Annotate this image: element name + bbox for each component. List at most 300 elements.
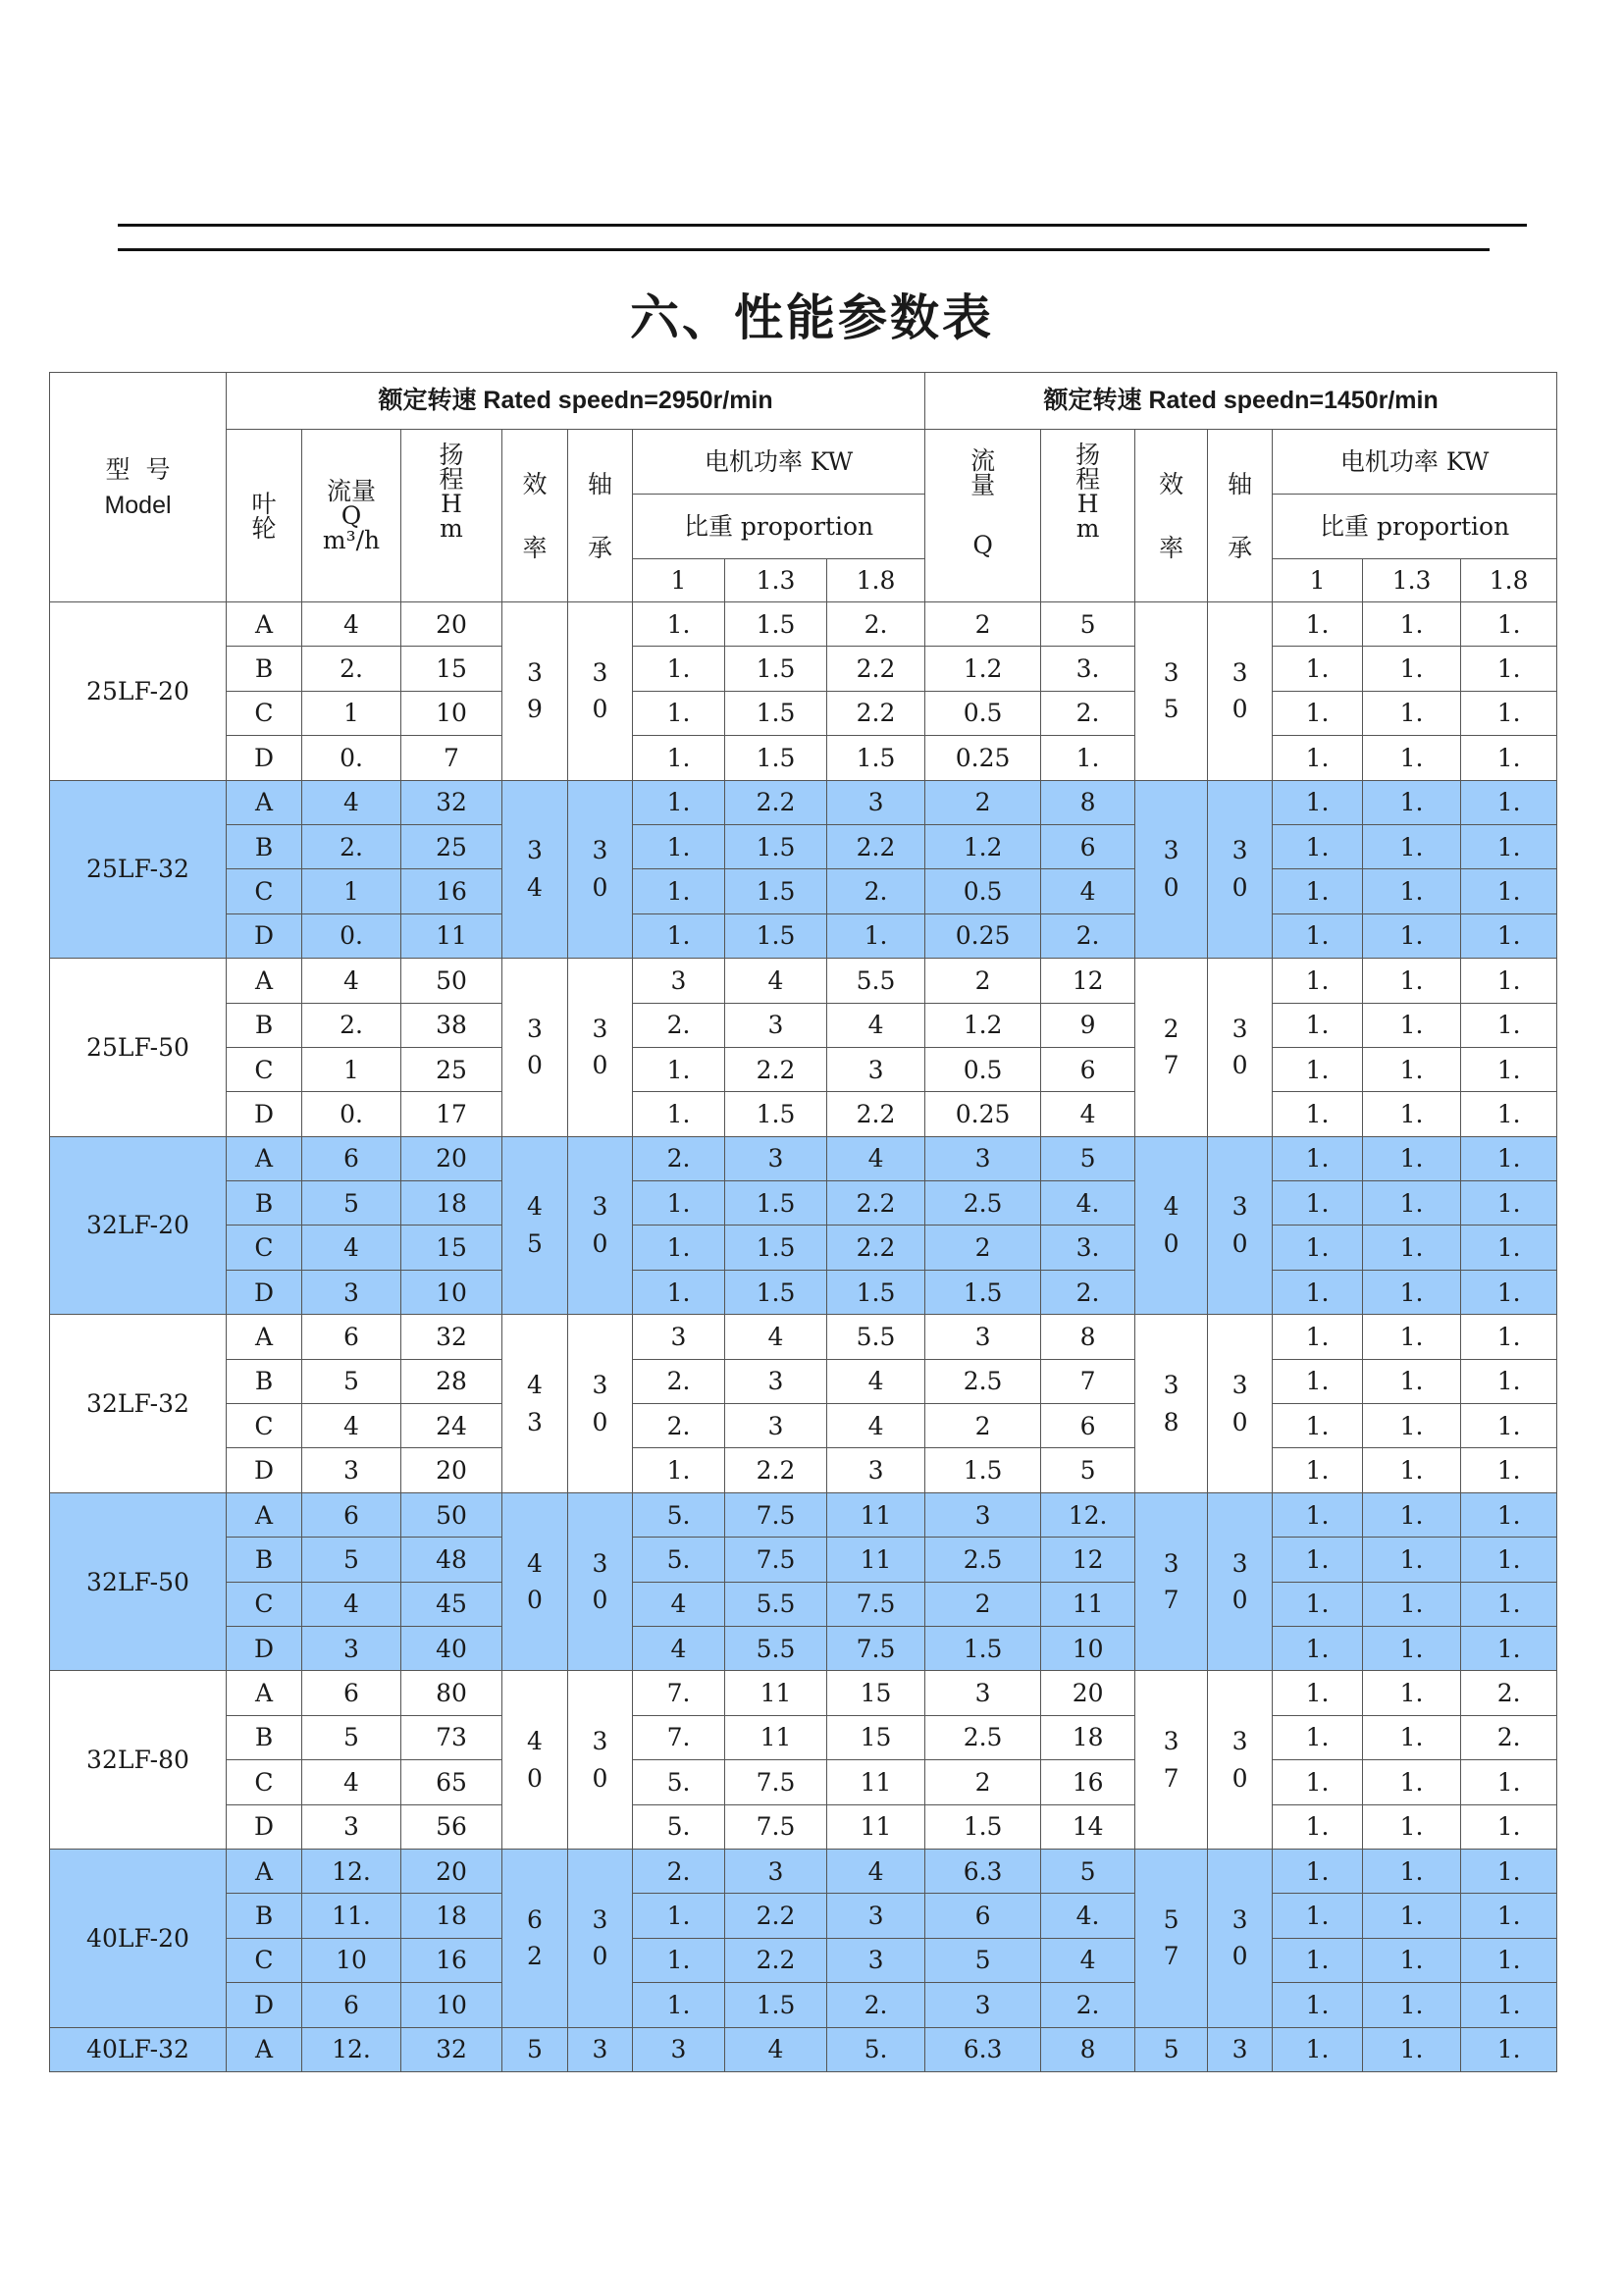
power-1450-1-8: 1. [1461,913,1557,958]
power-2950-1: 4 [633,1582,725,1626]
power-1450-1: 1. [1273,1047,1363,1091]
flow-2950: 6 [302,1671,401,1715]
power-2950-1-3: 1.5 [725,824,827,868]
power-1450-1: 1. [1273,1804,1363,1849]
power-2950-1-8: 2.2 [827,1226,925,1270]
table-row [50,1894,1557,1938]
power-2950-1-3: 2.2 [725,780,827,824]
power-1450-1-3: 1. [1363,647,1461,691]
power-2950-1-3: 7.5 [725,1760,827,1804]
power-2950-1-8: 2.2 [827,647,925,691]
table-row [50,647,1557,691]
flow-2950: 5 [302,1359,401,1403]
flow-2950: 4 [302,780,401,824]
head-2950: 18 [401,1894,502,1938]
power-2950-1-8: 4 [827,1136,925,1180]
head-1450: 11 [1041,1582,1135,1626]
impeller: B [227,824,302,868]
flow-2950: 0. [302,736,401,780]
impeller: A [227,1315,302,1359]
table-row [50,1181,1557,1226]
power-1450-1-3: 1. [1363,2027,1461,2071]
head-1450: 6 [1041,1404,1135,1448]
efficiency-1450: 5 7 [1135,1849,1208,2027]
power-2950-1-3: 1.5 [725,691,827,735]
power-2950-1-8: 3 [827,1894,925,1938]
shaft-1450: 3 0 [1208,1492,1273,1671]
model-cell: 32LF-32 [50,1315,227,1493]
flow-2950: 0. [302,1092,401,1136]
head-2950: 50 [401,1492,502,1537]
flow-1450: 5 [925,1938,1041,1982]
efficiency-1450: 4 0 [1135,1136,1208,1315]
power-1450-1-3: 1. [1363,602,1461,647]
flow-1450: 2 [925,602,1041,647]
head-2950: 20 [401,1849,502,1893]
power-2950-1: 5. [633,1804,725,1849]
power-1450-1-3: 1. [1363,1849,1461,1893]
head-2950: 24 [401,1404,502,1448]
power-2950-1: 1. [633,602,725,647]
power-2950-1-3: 1.5 [725,1092,827,1136]
power-1450-1-3: 1. [1363,1136,1461,1180]
flow-2950: 6 [302,1492,401,1537]
shaft-2950: 3 0 [568,1315,633,1493]
head-2950: 38 [401,1003,502,1047]
flow-2950: 3 [302,1270,401,1314]
power-2950-1-8: 3 [827,780,925,824]
power-2950-1-8: 2. [827,1983,925,2027]
flow-1450: 1.5 [925,1626,1041,1670]
model-cell: 40LF-32 [50,2027,227,2071]
shaft-2950: 3 0 [568,1136,633,1315]
shaft-1450: 3 [1208,2027,1273,2071]
power-2950-1: 1. [633,1047,725,1091]
flow-1450: 1.5 [925,1270,1041,1314]
power-2950-1-3: 4 [725,959,827,1003]
flow-1450: 2.5 [925,1715,1041,1759]
efficiency-1450: 3 8 [1135,1315,1208,1493]
head-2950: 16 [401,1938,502,1982]
model-cell: 32LF-20 [50,1136,227,1315]
efficiency-2950: 6 2 [502,1849,568,2027]
flow-2950: 5 [302,1715,401,1759]
flow-2950: 12. [302,2027,401,2071]
table-row [50,1492,1557,1537]
table-row [50,1938,1557,1982]
flow-2950: 4 [302,1760,401,1804]
impeller-header: 叶 轮 [227,430,302,602]
shaft-2950: 3 0 [568,959,633,1137]
power-2950-1-8: 3 [827,1448,925,1492]
head-1450: 6 [1041,1047,1135,1091]
efficiency-2950: 4 5 [502,1136,568,1315]
power-1450-1-8: 1. [1461,1626,1557,1670]
power-1450-1: 1. [1273,602,1363,647]
power-2950-1: 1. [633,1226,725,1270]
power-1450-1-3: 1. [1363,1938,1461,1982]
power-1450-1-8: 1. [1461,2027,1557,2071]
head-2950: 25 [401,1047,502,1091]
table-row [50,1983,1557,2027]
power-1450-1: 1. [1273,1538,1363,1582]
power-1450-1: 1. [1273,1626,1363,1670]
flow-1450: 1.5 [925,1448,1041,1492]
model-cell: 25LF-20 [50,602,227,781]
power-1450-1-8: 1. [1461,1538,1557,1582]
impeller: D [227,736,302,780]
power-1450-1-8: 1. [1461,1092,1557,1136]
power-1450-1-8: 1. [1461,1315,1557,1359]
power-1450-1-8: 1. [1461,959,1557,1003]
power-1450-1-8: 1. [1461,602,1557,647]
flow-2950: 5 [302,1181,401,1226]
table-row [50,913,1557,958]
head-2950: 20 [401,602,502,647]
flow-1450: 0.25 [925,1092,1041,1136]
table-row [50,1804,1557,1849]
table-row [50,1270,1557,1314]
flow-2950: 2. [302,647,401,691]
table-row [50,1404,1557,1448]
head-2950: 16 [401,869,502,913]
power-2950-1: 1. [633,1092,725,1136]
flow-1450: 2.5 [925,1181,1041,1226]
head-2950: 65 [401,1760,502,1804]
head-2950: 15 [401,1226,502,1270]
flow-1450: 2.5 [925,1538,1041,1582]
power-2950-1-8: 15 [827,1715,925,1759]
power-2950-1: 1. [633,780,725,824]
head-1450: 20 [1041,1671,1135,1715]
power-2950-1-3: 1.5 [725,869,827,913]
model-cell: 32LF-80 [50,1671,227,1850]
impeller: D [227,1983,302,2027]
flow-1450: 0.5 [925,869,1041,913]
impeller: D [227,1448,302,1492]
power-1450-1: 1. [1273,1092,1363,1136]
table-row [50,1226,1557,1270]
flow-2950: 4 [302,959,401,1003]
power-1450-1-8: 1. [1461,1938,1557,1982]
power-1450-1-8: 1. [1461,1003,1557,1047]
prop-1450-1: 1 [1273,559,1363,602]
efficiency-1450: 3 5 [1135,602,1208,781]
power-1450-1: 1. [1273,1760,1363,1804]
flow-2950: 3 [302,1804,401,1849]
power-2950-1: 2. [633,1359,725,1403]
power-1450-1-3: 1. [1363,824,1461,868]
impeller: C [227,869,302,913]
head-1450: 3. [1041,1226,1135,1270]
table-row [50,824,1557,868]
model-cell: 32LF-50 [50,1492,227,1671]
power-1450-1-8: 1. [1461,1804,1557,1849]
power-1450-1: 1. [1273,1315,1363,1359]
impeller: C [227,1938,302,1982]
power-1450-1: 1. [1273,736,1363,780]
power-2950-1-8: 4 [827,1003,925,1047]
power-1450-1: 1. [1273,1270,1363,1314]
power-1450-1-8: 1. [1461,1181,1557,1226]
efficiency-2950: 4 0 [502,1492,568,1671]
head-1450: 12 [1041,1538,1135,1582]
motor-power-1450-header: 电机功率 KW [1273,430,1557,495]
power-2950-1: 5. [633,1492,725,1537]
head-2950: 20 [401,1448,502,1492]
power-1450-1-8: 1. [1461,1404,1557,1448]
power-2950-1-8: 7.5 [827,1582,925,1626]
power-2950-1-8: 2.2 [827,691,925,735]
table-row [50,1626,1557,1670]
efficiency-2950: 4 3 [502,1315,568,1493]
power-2950-1-8: 11 [827,1538,925,1582]
shaft-1450: 3 0 [1208,1136,1273,1315]
head-2950: 10 [401,691,502,735]
shaft-1450: 3 0 [1208,1849,1273,2027]
power-1450-1-3: 1. [1363,691,1461,735]
power-1450-1-3: 1. [1363,1226,1461,1270]
impeller: A [227,1136,302,1180]
efficiency-2950: 3 9 [502,602,568,781]
table-row [50,1448,1557,1492]
power-1450-1-8: 1. [1461,1760,1557,1804]
head-1450: 6 [1041,824,1135,868]
head-1450: 5 [1041,1849,1135,1893]
flow-2950: 2. [302,824,401,868]
power-2950-1: 1. [633,1448,725,1492]
prop-1450-1-3: 1.3 [1363,559,1461,602]
head-1450: 4 [1041,1938,1135,1982]
shaft-2950: 3 [568,2027,633,2071]
shaft-2950-header: 轴 承 [568,430,633,602]
power-1450-1-8: 2. [1461,1715,1557,1759]
power-2950-1-8: 3 [827,1938,925,1982]
power-1450-1-3: 1. [1363,1315,1461,1359]
head-1450: 4 [1041,1092,1135,1136]
head-2950: 45 [401,1582,502,1626]
power-1450-1: 1. [1273,1226,1363,1270]
power-2950-1-3: 3 [725,1003,827,1047]
flow-1450: 0.5 [925,1047,1041,1091]
impeller: B [227,647,302,691]
power-2950-1: 5. [633,1538,725,1582]
shaft-1450: 3 0 [1208,1315,1273,1493]
efficiency-2950: 4 0 [502,1671,568,1850]
flow-1450: 6.3 [925,2027,1041,2071]
head-1450: 4. [1041,1181,1135,1226]
table-row [50,959,1557,1003]
table-row [50,602,1557,647]
flow-1450: 2.5 [925,1359,1041,1403]
power-1450-1-3: 1. [1363,1983,1461,2027]
flow-2950: 3 [302,1448,401,1492]
flow-1450: 2 [925,1760,1041,1804]
flow-1450: 1.2 [925,824,1041,868]
power-2950-1-3: 1.5 [725,647,827,691]
head-2950: 32 [401,1315,502,1359]
power-2950-1: 2. [633,1849,725,1893]
head-2950: 80 [401,1671,502,1715]
flow-1450: 0.5 [925,691,1041,735]
power-1450-1: 1. [1273,959,1363,1003]
shaft-1450-header: 轴 承 [1208,430,1273,602]
motor-power-2950-header: 电机功率 KW [633,430,925,495]
efficiency-2950: 3 0 [502,959,568,1137]
table-row [50,1538,1557,1582]
power-2950-1-8: 7.5 [827,1626,925,1670]
prop-2950-1-3: 1.3 [725,559,827,602]
efficiency-1450: 3 7 [1135,1671,1208,1850]
head-2950: 50 [401,959,502,1003]
power-2950-1: 3 [633,2027,725,2071]
power-2950-1-8: 5. [827,2027,925,2071]
flow-2950: 4 [302,1404,401,1448]
power-2950-1-3: 3 [725,1359,827,1403]
impeller: A [227,959,302,1003]
flow-1450-header: 流 量 Q [925,430,1041,602]
head-2950: 15 [401,647,502,691]
power-2950-1-8: 1. [827,913,925,958]
power-2950-1-3: 3 [725,1849,827,1893]
efficiency-1450: 3 7 [1135,1492,1208,1671]
flow-2950: 12. [302,1849,401,1893]
power-2950-1-3: 1.5 [725,736,827,780]
table-row [50,1047,1557,1091]
head-2950: 25 [401,824,502,868]
impeller: C [227,1582,302,1626]
flow-1450: 3 [925,1492,1041,1537]
power-2950-1-3: 1.5 [725,1983,827,2027]
model-cell: 40LF-20 [50,1849,227,2027]
power-2950-1-3: 1.5 [725,1270,827,1314]
power-1450-1: 1. [1273,2027,1363,2071]
power-2950-1: 5. [633,1760,725,1804]
flow-2950: 11. [302,1894,401,1938]
power-2950-1-3: 11 [725,1715,827,1759]
power-1450-1: 1. [1273,1671,1363,1715]
head-2950-header: 扬 程 H m [401,430,502,602]
power-1450-1-8: 1. [1461,824,1557,868]
shaft-2950: 3 0 [568,1671,633,1850]
flow-1450: 0.25 [925,913,1041,958]
power-1450-1: 1. [1273,1404,1363,1448]
shaft-2950: 3 0 [568,1849,633,2027]
power-1450-1-3: 1. [1363,1404,1461,1448]
prop-1450-1-8: 1.8 [1461,559,1557,602]
power-2950-1: 2. [633,1136,725,1180]
power-1450-1: 1. [1273,1359,1363,1403]
shaft-2950: 3 0 [568,780,633,959]
flow-1450: 3 [925,1136,1041,1180]
shaft-2950: 3 0 [568,602,633,781]
power-1450-1-8: 1. [1461,1270,1557,1314]
power-2950-1-8: 2. [827,869,925,913]
shaft-1450: 3 0 [1208,780,1273,959]
shaft-1450: 3 0 [1208,602,1273,781]
power-2950-1-8: 1.5 [827,1270,925,1314]
power-1450-1: 1. [1273,1136,1363,1180]
power-2950-1-8: 2.2 [827,1181,925,1226]
flow-1450: 0.25 [925,736,1041,780]
power-1450-1-3: 1. [1363,1804,1461,1849]
head-2950: 10 [401,1270,502,1314]
power-1450-1: 1. [1273,1181,1363,1226]
table-row [50,1760,1557,1804]
table-row [50,691,1557,735]
head-1450: 8 [1041,2027,1135,2071]
power-1450-1-8: 1. [1461,1983,1557,2027]
power-1450-1: 1. [1273,913,1363,958]
impeller: D [227,1804,302,1849]
table-row [50,1671,1557,1715]
power-1450-1: 1. [1273,647,1363,691]
flow-2950: 1 [302,691,401,735]
power-1450-1-3: 1. [1363,913,1461,958]
power-2950-1-8: 11 [827,1804,925,1849]
efficiency-2950: 3 4 [502,780,568,959]
impeller: D [227,1626,302,1670]
impeller: A [227,602,302,647]
flow-2950: 5 [302,1538,401,1582]
power-2950-1: 3 [633,1315,725,1359]
power-2950-1-3: 3 [725,1136,827,1180]
performance-table [49,372,1557,2072]
power-2950-1: 1. [633,736,725,780]
flow-1450: 6.3 [925,1849,1041,1893]
impeller: C [227,1404,302,1448]
head-1450: 12. [1041,1492,1135,1537]
flow-2950: 6 [302,1983,401,2027]
power-1450-1-3: 1. [1363,1760,1461,1804]
power-1450-1-8: 2. [1461,1671,1557,1715]
flow-2950: 4 [302,1582,401,1626]
power-1450-1-8: 1. [1461,1047,1557,1091]
prop-2950-1-8: 1.8 [827,559,925,602]
power-1450-1: 1. [1273,691,1363,735]
power-1450-1-3: 1. [1363,1626,1461,1670]
power-2950-1-3: 2.2 [725,1448,827,1492]
power-2950-1: 1. [633,1181,725,1226]
shaft-1450: 3 0 [1208,959,1273,1137]
proportion-2950-header: 比重 proportion [633,495,925,559]
flow-1450: 3 [925,1983,1041,2027]
power-1450-1: 1. [1273,1849,1363,1893]
impeller: B [227,1538,302,1582]
power-2950-1-3: 5.5 [725,1582,827,1626]
head-1450: 1. [1041,736,1135,780]
efficiency-2950-header: 效 率 [502,430,568,602]
head-2950: 56 [401,1804,502,1849]
head-1450: 12 [1041,959,1135,1003]
head-1450: 2. [1041,691,1135,735]
head-2950: 10 [401,1983,502,2027]
power-1450-1-3: 1. [1363,869,1461,913]
head-1450: 8 [1041,780,1135,824]
head-1450: 5 [1041,602,1135,647]
prop-2950-1: 1 [633,559,725,602]
power-2950-1: 2. [633,1003,725,1047]
model-label-cn: 型 号 [105,454,171,484]
shaft-2950: 3 0 [568,1492,633,1671]
head-1450: 4. [1041,1894,1135,1938]
power-1450-1-8: 1. [1461,1226,1557,1270]
power-2950-1: 1. [633,913,725,958]
head-1450: 4 [1041,869,1135,913]
speed-2950-header: 额定转速 Rated speedn=2950r/min [227,373,925,430]
table-row [50,2027,1557,2071]
power-2950-1: 2. [633,1404,725,1448]
